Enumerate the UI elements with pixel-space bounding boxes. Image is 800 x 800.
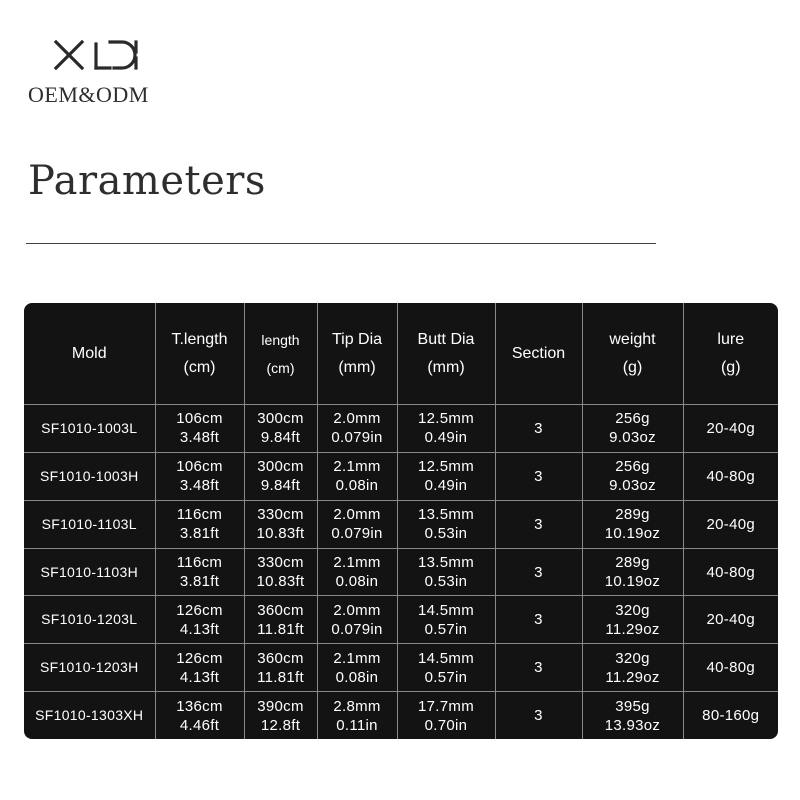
- cell-total-length: 126cm 4.13ft: [155, 596, 244, 644]
- cell-weight: 289g 10.19oz: [582, 548, 683, 596]
- cell-butt-dia: 14.5mm 0.57in: [397, 596, 495, 644]
- cell-section: 3: [495, 405, 582, 453]
- header-total-length: T.length (cm): [155, 303, 244, 405]
- cell-total-length: 126cm 4.13ft: [155, 644, 244, 692]
- header-length: length (cm): [244, 303, 317, 405]
- cell-butt-dia: 12.5mm 0.49in: [397, 452, 495, 500]
- parameters-table: [24, 303, 778, 739]
- cell-section: 3: [495, 548, 582, 596]
- cell-mold: SF1010-1103H: [24, 548, 155, 596]
- header-lure: lure (g): [683, 303, 778, 405]
- header-butt-dia: Butt Dia (mm): [397, 303, 495, 405]
- cell-weight: 320g 11.29oz: [582, 644, 683, 692]
- cell-butt-dia: 17.7mm 0.70in: [397, 692, 495, 739]
- cell-mold: SF1010-1203L: [24, 596, 155, 644]
- cell-lure: 40-80g: [683, 452, 778, 500]
- table-row: [24, 644, 778, 692]
- brand-subtitle: OEM&ODM: [28, 82, 149, 107]
- table-row: [24, 452, 778, 500]
- cell-weight: 289g 10.19oz: [582, 500, 683, 548]
- title-divider: [26, 243, 656, 244]
- cell-total-length: 106cm 3.48ft: [155, 452, 244, 500]
- cell-mold: SF1010-1003H: [24, 452, 155, 500]
- cell-mold: SF1010-1303XH: [24, 692, 155, 739]
- cell-total-length: 116cm 3.81ft: [155, 548, 244, 596]
- cell-section: 3: [495, 452, 582, 500]
- cell-lure: 20-40g: [683, 596, 778, 644]
- cell-length: 330cm 10.83ft: [244, 548, 317, 596]
- page-title: Parameters: [28, 158, 266, 204]
- cell-total-length: 116cm 3.81ft: [155, 500, 244, 548]
- table-row: [24, 596, 778, 644]
- cell-length: 360cm 11.81ft: [244, 644, 317, 692]
- cell-total-length: 106cm 3.48ft: [155, 405, 244, 453]
- table-row: [24, 548, 778, 596]
- cell-mold: SF1010-1103L: [24, 500, 155, 548]
- cell-weight: 320g 11.29oz: [582, 596, 683, 644]
- cell-length: 300cm 9.84ft: [244, 452, 317, 500]
- cell-butt-dia: 13.5mm 0.53in: [397, 548, 495, 596]
- cell-length: 390cm 12.8ft: [244, 692, 317, 739]
- header-tip-dia: Tip Dia (mm): [317, 303, 397, 405]
- cell-tip-dia: 2.8mm 0.11in: [317, 692, 397, 739]
- cell-tip-dia: 2.0mm 0.079in: [317, 500, 397, 548]
- cell-lure: 20-40g: [683, 500, 778, 548]
- cell-section: 3: [495, 692, 582, 739]
- header-mold: Mold: [24, 303, 155, 405]
- cell-tip-dia: 2.0mm 0.079in: [317, 596, 397, 644]
- cell-butt-dia: 13.5mm 0.53in: [397, 500, 495, 548]
- cell-section: 3: [495, 500, 582, 548]
- cell-tip-dia: 2.1mm 0.08in: [317, 452, 397, 500]
- cell-lure: 80-160g: [683, 692, 778, 739]
- header-weight: weight (g): [582, 303, 683, 405]
- cell-lure: 20-40g: [683, 405, 778, 453]
- table-row: [24, 405, 778, 453]
- cell-weight: 256g 9.03oz: [582, 405, 683, 453]
- cell-total-length: 136cm 4.46ft: [155, 692, 244, 739]
- cell-weight: 395g 13.93oz: [582, 692, 683, 739]
- cell-length: 300cm 9.84ft: [244, 405, 317, 453]
- table-row: [24, 692, 778, 739]
- cell-length: 330cm 10.83ft: [244, 500, 317, 548]
- cell-length: 360cm 11.81ft: [244, 596, 317, 644]
- cell-lure: 40-80g: [683, 548, 778, 596]
- cell-mold: SF1010-1003L: [24, 405, 155, 453]
- cell-butt-dia: 14.5mm 0.57in: [397, 644, 495, 692]
- cell-tip-dia: 2.0mm 0.079in: [317, 405, 397, 453]
- table-row: [24, 500, 778, 548]
- header-section: Section: [495, 303, 582, 405]
- cell-weight: 256g 9.03oz: [582, 452, 683, 500]
- cell-tip-dia: 2.1mm 0.08in: [317, 548, 397, 596]
- cell-section: 3: [495, 596, 582, 644]
- cell-tip-dia: 2.1mm 0.08in: [317, 644, 397, 692]
- cell-lure: 40-80g: [683, 644, 778, 692]
- xd-logo-icon: [52, 38, 144, 72]
- cell-butt-dia: 12.5mm 0.49in: [397, 405, 495, 453]
- cell-mold: SF1010-1203H: [24, 644, 155, 692]
- cell-section: 3: [495, 644, 582, 692]
- table-header-row: [24, 303, 778, 405]
